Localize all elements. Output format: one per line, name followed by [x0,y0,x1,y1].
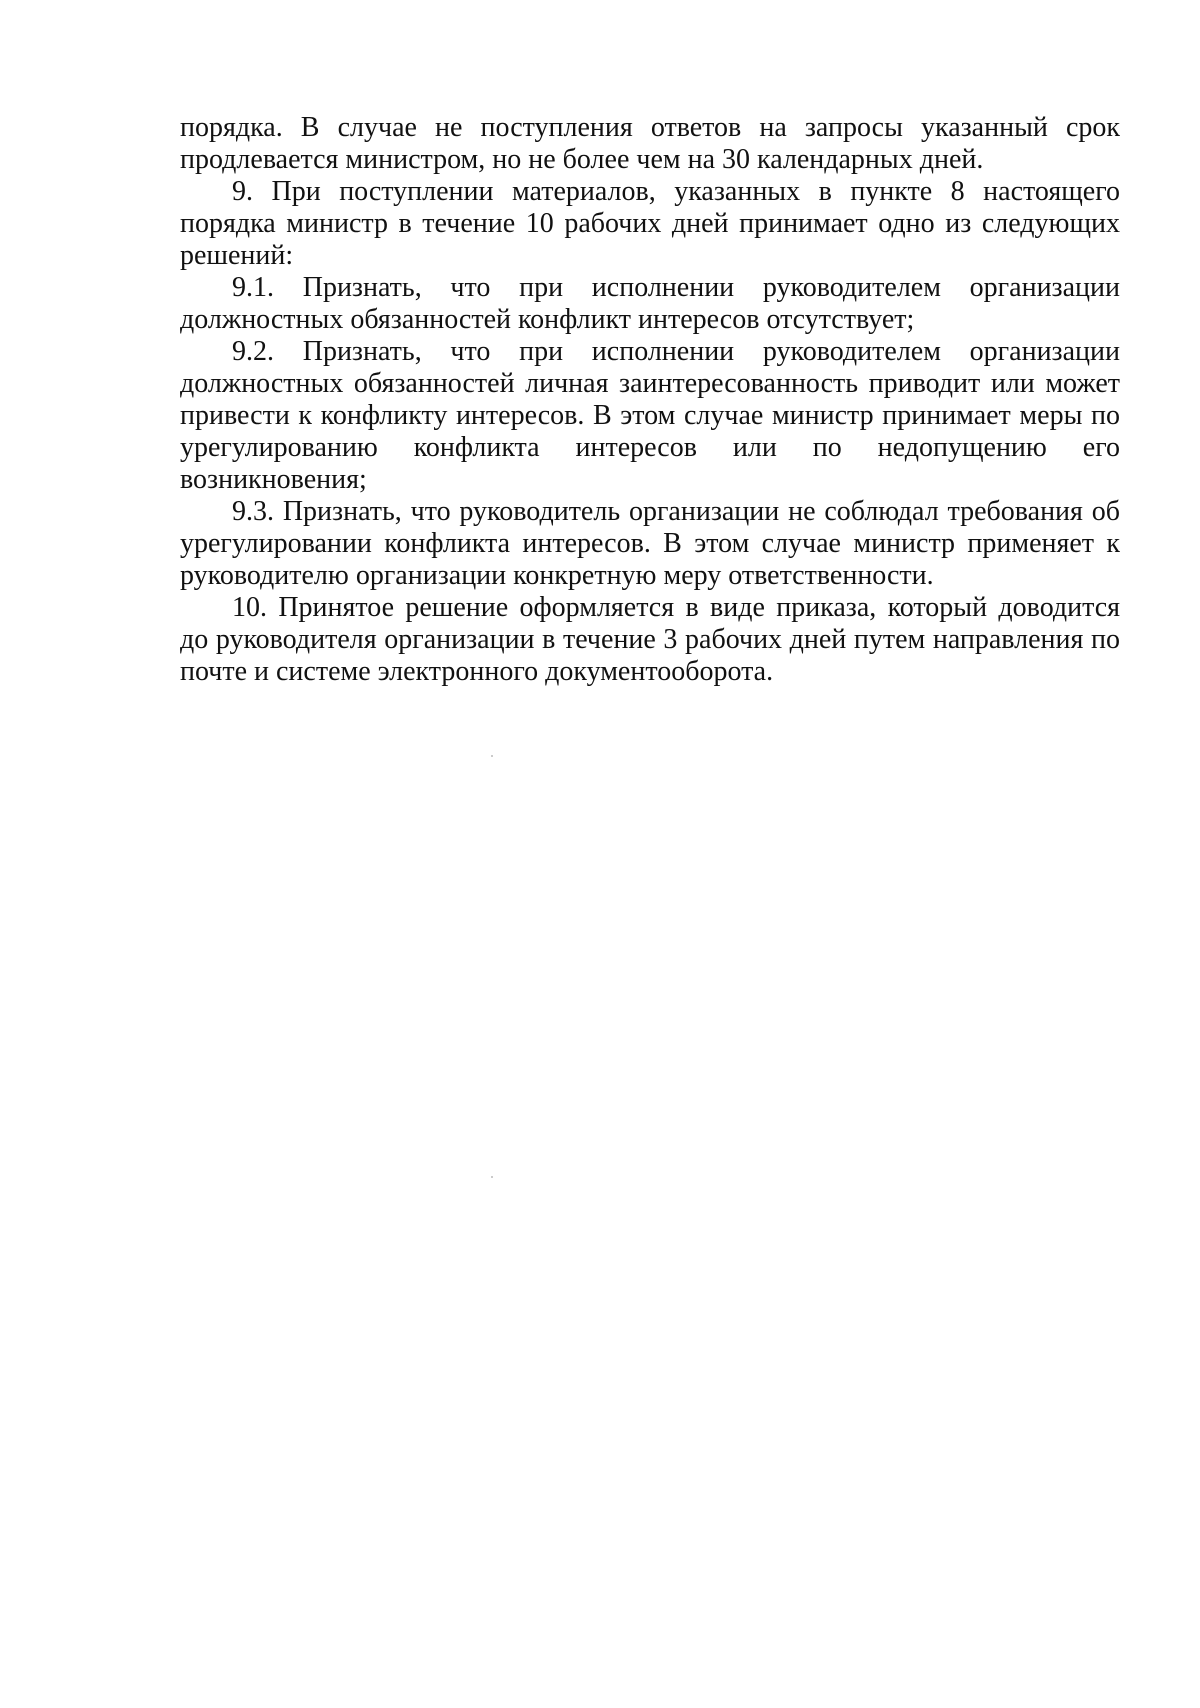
scan-speck [491,1176,493,1178]
paragraph-item-9: 9. При поступлении материалов, указанных в пункте 8 настоящего порядка министр в течение 10 рабочих дней принимает одно из следующих решений: [180,176,1120,271]
document-body [180,112,1120,688]
paragraph-item-9-3: 9.3. Признать, что руководитель организации не соблюдал требования об урегулировании конфликта интересов. В этом случае министр применяет к руководителю организации конкретную меру ответственности. [180,496,1120,591]
paragraph-continuation: порядка. В случае не поступления ответов на запросы указанный срок продлевается министром, но не более чем на 30 календарных дней. [180,112,1120,175]
paragraph-item-9-1: 9.1. Признать, что при исполнении руководителем организации должностных обязанностей конфликт интересов отсутствует; [180,272,1120,335]
paragraph-item-9-2: 9.2. Признать, что при исполнении руководителем организации должностных обязанностей личная заинтересованность приводит или может привести к конфликту интересов. В этом случае министр принимает меры по урегулированию конфликта интересов или по недопущению его возникновения; [180,336,1120,495]
paragraph-item-10: 10. Принятое решение оформляется в виде приказа, который доводится до руководителя организации в течение 3 рабочих дней путем направления по почте и системе электронного документооборота. [180,592,1120,687]
scan-speck [491,755,493,757]
